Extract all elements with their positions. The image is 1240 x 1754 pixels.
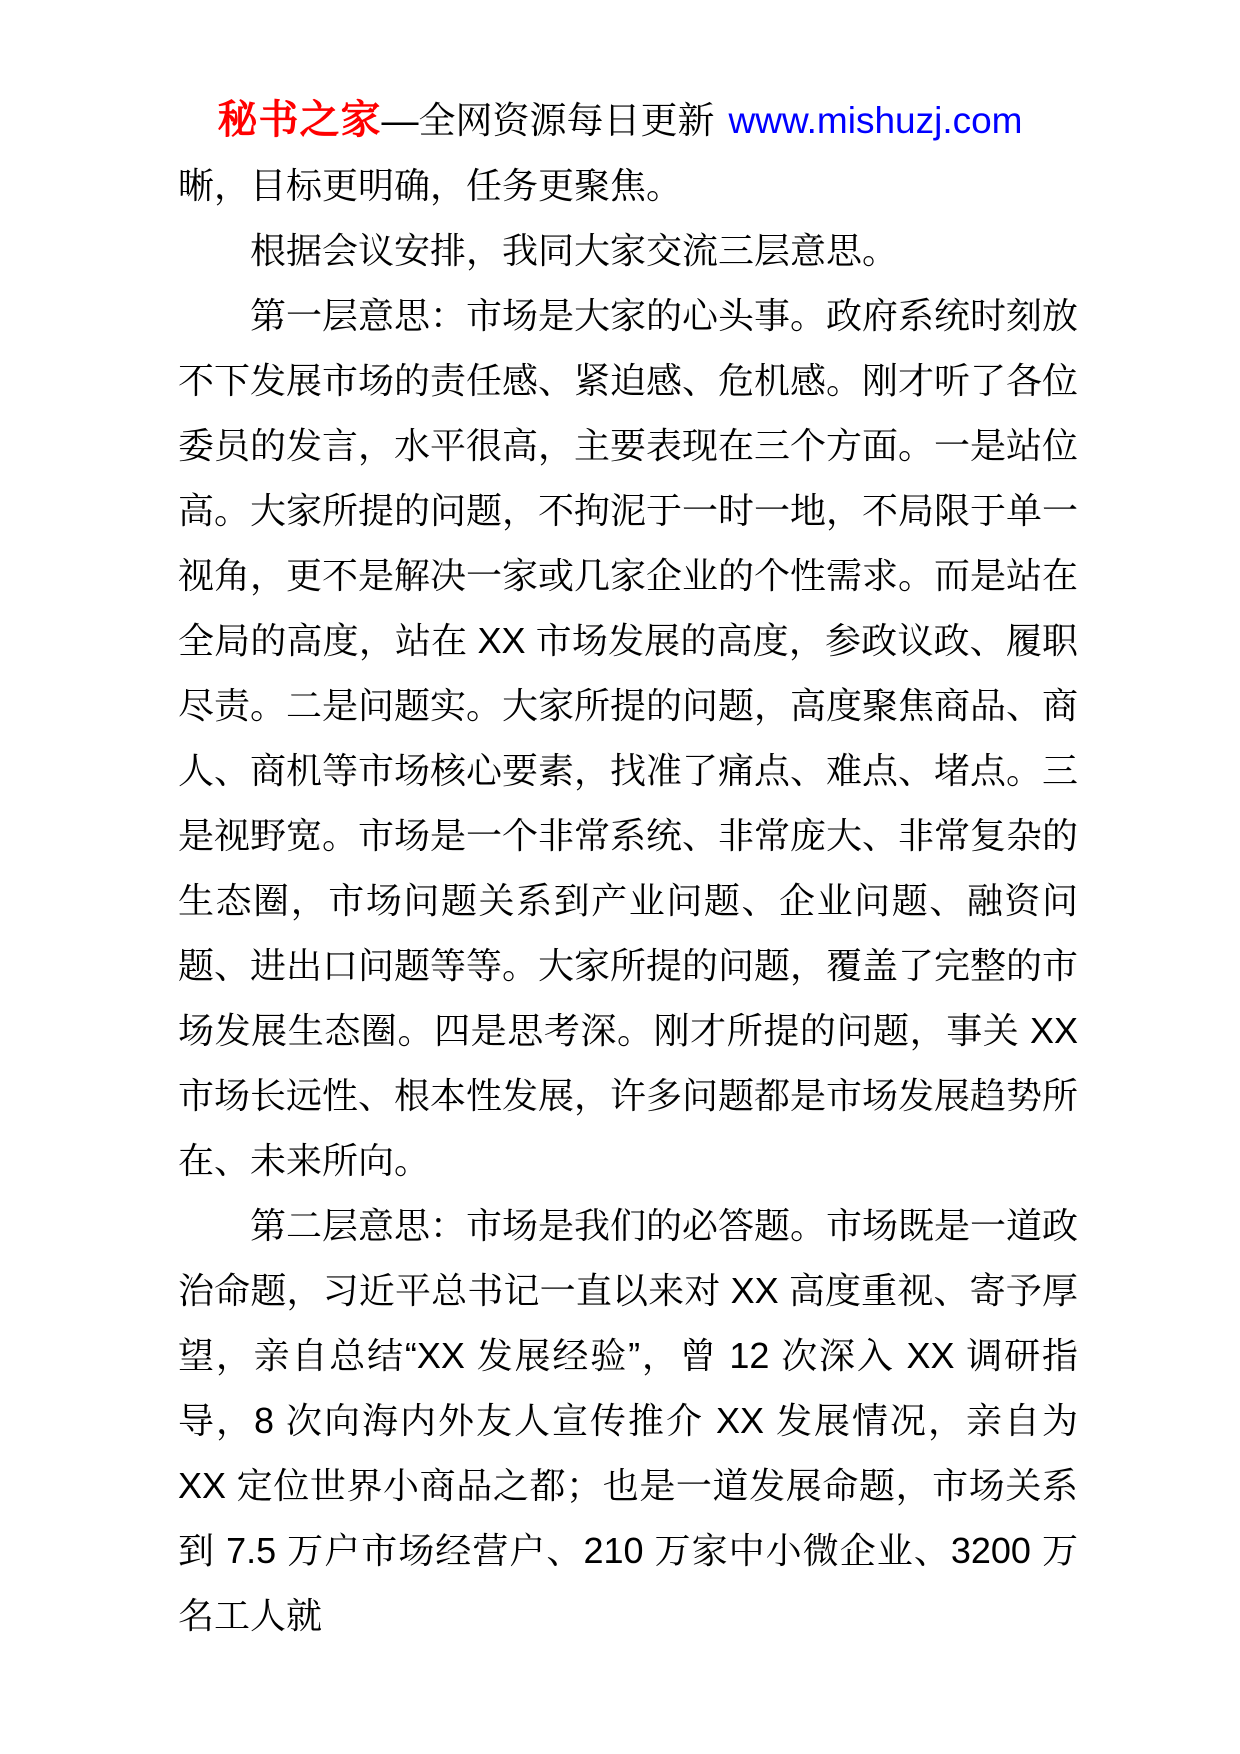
site-tagline: —全网资源每日更新 [381,100,715,141]
paragraph: 第一层意思：市场是大家的心头事。政府系统时刻放不下发展市场的责任感、紧迫感、危机感。刚才听了各位委员的发言，水平很高，主要表现在三个方面。一是站位高。大家所提的问题，不拘泥于一时一地，不局限于单一视角，更不是解决一家或几家企业的个性需求。而是站在全局的高度，站在 XX 市场发展的高度，参政议政、履职尽责。二是问题实。大家所提的问题，高度聚焦商品、商人、商机等市场核心要素，找准了痛点、难点、堵点。三是视野宽。市场是一个非常系统、非常庞大、非常复杂的生态圈，市场问题关系到产业问题、企业问题、融资问题、进出口问题等等。大家所提的问题，覆盖了完整的市场发展生态圈。四是思考深。刚才所提的问题，事关 XX 市场长远性、根本性发展，许多问题都是市场发展趋势所在、未来所向。 [178,295,1079,1181]
site-brand: 秘书之家 [217,98,382,142]
site-url-link[interactable]: www.mishuzj.com [728,100,1023,141]
paragraph: 第二层意思：市场是我们的必答题。市场既是一道政治命题，习近平总书记一直以来对 XX 高度重视、寄予厚望，亲自总结“XX 发展经验”，曾 12 次深入 XX 调研指导，8 次向海内外友人宣传推介 XX 发展情况，亲自为 XX 定位世界小商品之都；也是一道发展命题，市场关系到 7.5 万户市场经营户、210 万家中小微企业、3200 万名工人就 [178,1205,1079,1636]
paragraph: 根据会议安排，我同大家交流三层意思。 [250,230,899,271]
document-body [178,153,1078,1648]
site-header [0,92,1240,148]
paragraph: 晰，目标更明确，任务更聚焦。 [178,165,683,206]
